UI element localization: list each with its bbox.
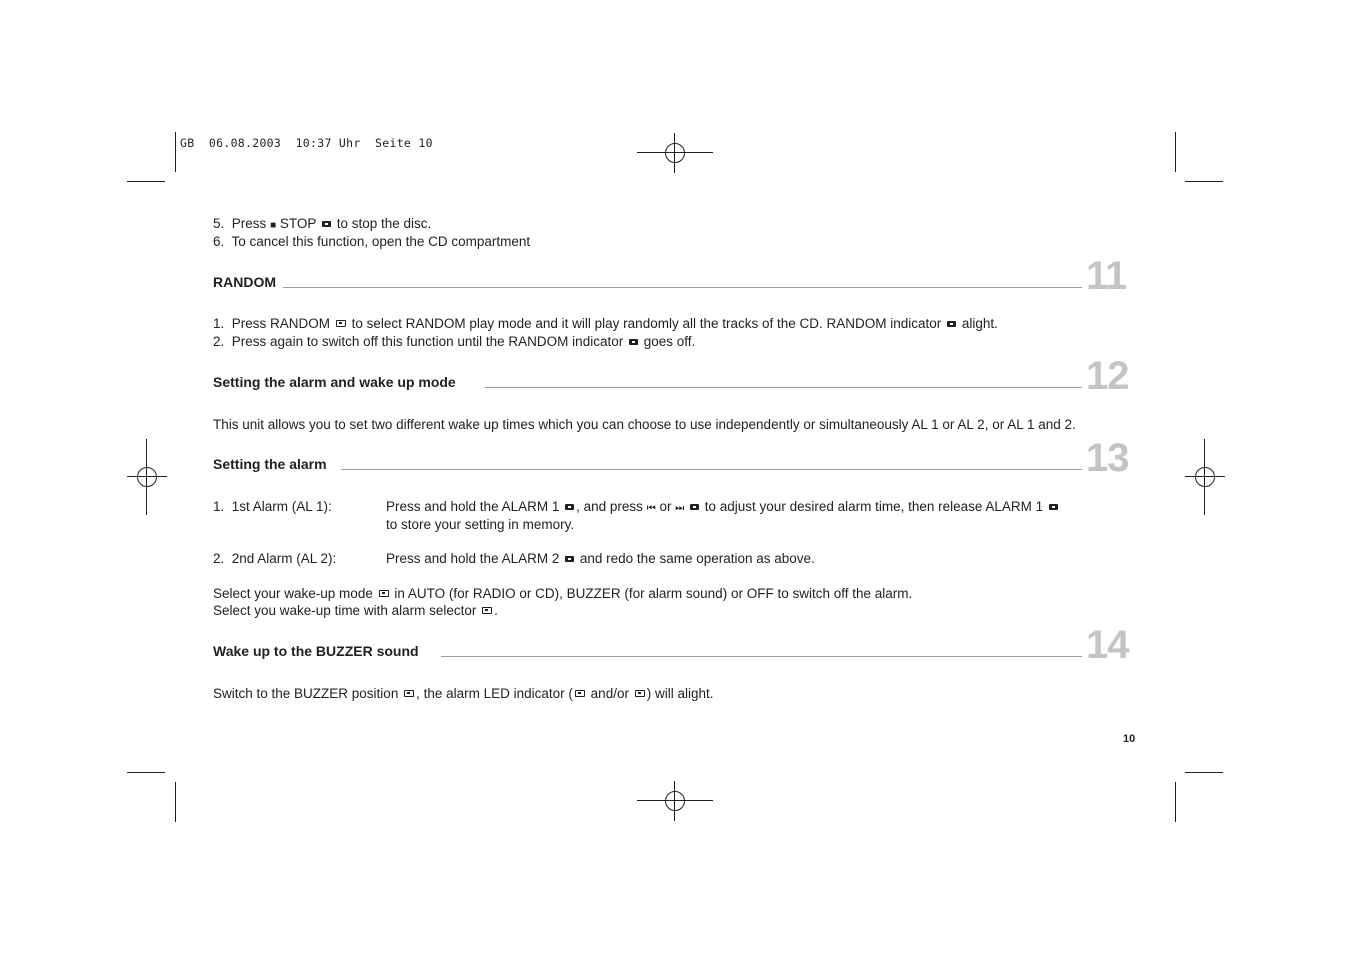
random-step-2: 2. Press again to switch off this function until the RANDOM indicator goes off. <box>213 334 696 349</box>
wake-up-time-note: Select you wake-up time with alarm selector . <box>213 603 498 618</box>
section-title-buzzer: Wake up to the BUZZER sound <box>213 643 422 659</box>
section-number-12: 12 <box>1086 354 1129 398</box>
random-indicator-ref-icon <box>947 321 956 327</box>
section-title-random: RANDOM <box>213 274 279 290</box>
crop-mark-top-left-v <box>175 132 176 172</box>
registration-mark-right <box>1185 439 1225 515</box>
section-title-set-alarm: Setting the alarm <box>213 456 330 472</box>
section-title-alarm-mode: Setting the alarm and wake up mode <box>213 374 459 390</box>
stop-square-icon: ■ <box>270 220 277 231</box>
crop-mark-top-right-v <box>1175 132 1176 172</box>
alarm-led-2-ref-icon <box>635 690 645 697</box>
registration-mark-top <box>637 133 713 173</box>
section-rule-random <box>283 287 1082 288</box>
random-button-ref-icon <box>336 320 346 327</box>
skip-back-icon: ⏮ <box>646 503 656 514</box>
random-step-1: 1. Press RANDOM to select RANDOM play mode and it will play randomly all the tracks of the CD. RANDOM indicator alight. <box>213 316 998 331</box>
alarm-1-button-ref-icon-2 <box>1049 504 1058 510</box>
section-rule-set-alarm <box>341 469 1082 470</box>
section-number-14: 14 <box>1086 623 1129 667</box>
alarm-2-button-ref-icon <box>565 556 574 562</box>
crop-mark-bottom-left-h <box>127 772 165 773</box>
alarm-1-instruction-line2: to store your setting in memory. <box>386 517 575 532</box>
alarm-1-label: 1. 1st Alarm (AL 1): <box>213 499 332 514</box>
crop-mark-top-right-h <box>1185 181 1223 182</box>
alarm-selector-ref-icon <box>482 607 492 614</box>
stop-button-ref-icon <box>322 221 331 227</box>
registration-mark-left <box>127 439 167 515</box>
alarm-2-instruction: Press and hold the ALARM 2 and redo the same operation as above. <box>386 551 815 566</box>
step-6: 6. To cancel this function, open the CD compartment <box>213 234 531 249</box>
crop-mark-bottom-left-v <box>175 782 176 822</box>
section-rule-buzzer <box>441 656 1082 657</box>
crop-mark-top-left-h <box>127 181 165 182</box>
random-indicator-ref-icon-2 <box>629 339 638 345</box>
wake-up-mode-note: Select your wake-up mode in AUTO (for RADIO or CD), BUZZER (for alarm sound) or OFF to switch off the alarm. <box>213 586 913 601</box>
print-header-stamp: GB 06.08.2003 10:37 Uhr Seite 10 <box>180 136 433 150</box>
alarm-1-button-ref-icon <box>565 504 574 510</box>
page-number: 10 <box>1123 733 1136 745</box>
alarm-2-label: 2. 2nd Alarm (AL 2): <box>213 551 337 566</box>
buzzer-position-ref-icon <box>404 690 414 697</box>
alarm-led-1-ref-icon <box>575 690 585 697</box>
section-number-13: 13 <box>1086 436 1129 480</box>
wake-up-mode-selector-ref-icon <box>379 590 389 597</box>
crop-mark-bottom-right-h <box>1185 772 1223 773</box>
buzzer-body: Switch to the BUZZER position , the alarm LED indicator ( and/or ) will alight. <box>213 686 714 701</box>
alarm-mode-body: This unit allows you to set two different wake up times which you can choose to use independently or simultaneously AL 1 or AL 2, or AL 1 and 2. <box>213 417 1076 432</box>
tuning-button-ref-icon <box>690 504 699 510</box>
section-rule-alarm-mode <box>485 387 1082 388</box>
registration-mark-bottom <box>637 781 713 821</box>
section-number-11: 11 <box>1086 254 1127 298</box>
step-5: 5. Press ■ STOP to stop the disc. <box>213 216 432 231</box>
skip-forward-icon: ⏭ <box>675 503 685 514</box>
alarm-1-instruction: Press and hold the ALARM 1 , and press ⏮ or ⏭ to adjust your desired alarm time, then release ALARM 1 <box>386 498 1060 518</box>
crop-mark-bottom-right-v <box>1175 782 1176 822</box>
